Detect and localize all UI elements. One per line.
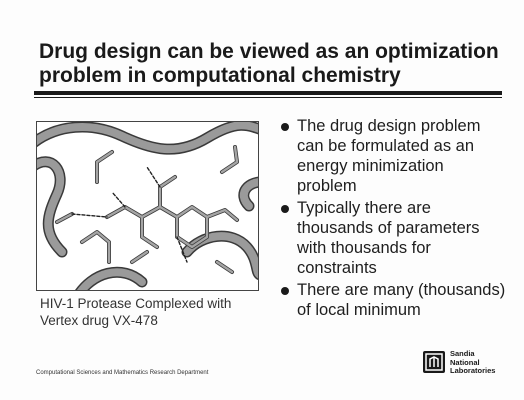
bullet-item [281, 116, 506, 196]
bullet-list [281, 116, 506, 322]
sandia-logo [423, 350, 503, 380]
logo-line-1: Sandia [450, 349, 475, 358]
title-rule-thin [34, 97, 502, 98]
footer-department: Computational Sciences and Mathematics Research Department [36, 370, 209, 376]
bullet-text: Typically there are thousands of parameters with thousands for constraints [297, 199, 480, 277]
bullet-text: There are many (thousands) of local minimum [297, 281, 506, 319]
molecule-figure [36, 121, 259, 291]
logo-line-2: National [450, 357, 480, 367]
slide-title: Drug design can be viewed as an optimization problem in computational chemistry [39, 40, 499, 87]
bullet-icon [281, 205, 289, 213]
title-rule-thick [34, 91, 502, 95]
bullet-icon [281, 123, 289, 131]
bullet-text: The drug design problem can be formulated as an energy minimization problem [297, 117, 481, 195]
figure-caption: HIV-1 Protease Complexed with Vertex drug VX-478 [40, 296, 232, 328]
logo-line-3: Laboratories [450, 366, 496, 375]
sandia-logo-icon [423, 351, 445, 373]
protease-molecule-image [37, 122, 258, 290]
bullet-item [281, 198, 506, 278]
sandia-logo-text [450, 350, 495, 376]
bullet-icon [281, 287, 289, 295]
bullet-item [281, 280, 506, 320]
